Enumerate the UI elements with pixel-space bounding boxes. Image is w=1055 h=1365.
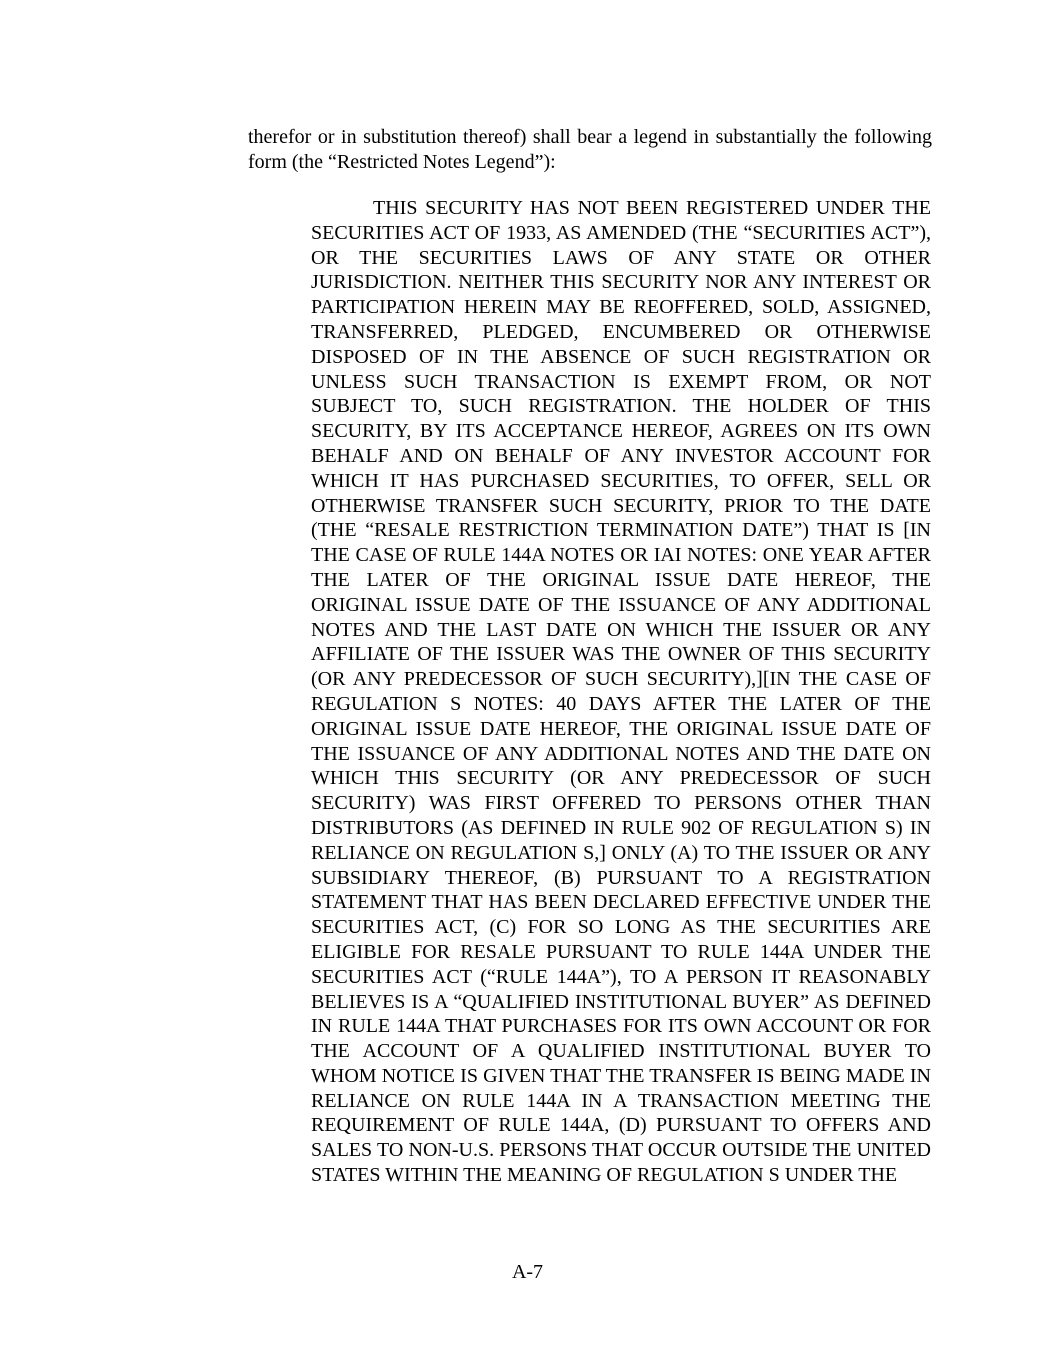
page-number: A-7 <box>511 1261 544 1283</box>
intro-paragraph: therefor or in substitution thereof) shall bear a legend in substantially the following form (the “Restricted Notes Legend”): <box>248 126 932 173</box>
restricted-notes-legend: THIS SECURITY HAS NOT BEEN REGISTERED UNDER THE SECURITIES ACT OF 1933, AS AMENDED (THE “SECURITIES ACT”), OR THE SECURITIES LAWS OF ANY STATE OR OTHER JURISDICTION. NEITHER THIS SECURITY NOR ANY INTEREST OR PARTICIPATION HEREIN MAY BE REOFFERED, SOLD, ASSIGNED, TRANSFERRED, PLEDGED, ENCUMBERED OR OTHERWISE DISPOSED OF IN THE ABSENCE OF SUCH REGISTRATION OR UNLESS SUCH TRANSACTION IS EXEMPT FROM, OR NOT SUBJECT TO, SUCH REGISTRATION. THE HOLDER OF THIS SECURITY, BY ITS ACCEPTANCE HEREOF, AGREES ON ITS OWN BEHALF AND ON BEHALF OF ANY INVESTOR ACCOUNT FOR WHICH IT HAS PURCHASED SECURITIES, TO OFFER, SELL OR OTHERWISE TRANSFER SUCH SECURITY, PRIOR TO THE DATE (THE “RESALE RESTRICTION TERMINATION DATE”) THAT IS [IN THE CASE OF RULE 144A NOTES OR IAI NOTES: ONE YEAR AFTER THE LATER OF THE ORIGINAL ISSUE DATE HEREOF, THE ORIGINAL ISSUE DATE OF THE ISSUANCE OF ANY ADDITIONAL NOTES AND THE LAST DATE ON WHICH THE ISSUER OR ANY AFFILIATE OF THE ISSUER WAS THE OWNER OF THIS SECURITY (OR ANY PREDECESSOR OF SUCH SECURITY),][IN THE CASE OF REGULATION S NOTES: 40 DAYS AFTER THE LATER OF THE ORIGINAL ISSUE DATE HEREOF, THE ORIGINAL ISSUE DATE OF THE ISSUANCE OF ANY ADDITIONAL NOTES AND THE DATE ON WHICH THIS SECURITY (OR ANY PREDECESSOR OF SUCH SECURITY) WAS FIRST OFFERED TO PERSONS OTHER THAN DISTRIBUTORS (AS DEFINED IN RULE 902 OF REGULATION S) IN RELIANCE ON REGULATION S,] ONLY (A) TO THE ISSUER OR ANY SUBSIDIARY THEREOF, (B) PURSUANT TO A REGISTRATION STATEMENT THAT HAS BEEN DECLARED EFFECTIVE UNDER THE SECURITIES ACT, (C) FOR SO LONG AS THE SECURITIES ARE ELIGIBLE FOR RESALE PURSUANT TO RULE 144A UNDER THE SECURITIES ACT (“RULE 144A”), TO A PERSON IT REASONABLY BELIEVES IS A “QUALIFIED INSTITUTIONAL BUYER” AS DEFINED IN RULE 144A THAT PURCHASES FOR ITS OWN ACCOUNT OR FOR THE ACCOUNT OF A QUALIFIED INSTITUTIONAL BUYER TO WHOM NOTICE IS GIVEN THAT THE TRANSFER IS BEING MADE IN RELIANCE ON RULE 144A IN A TRANSACTION MEETING THE REQUIREMENT OF RULE 144A, (D) PURSUANT TO OFFERS AND SALES TO NON-U.S. PERSONS THAT OCCUR OUTSIDE THE UNITED STATES WITHIN THE MEANING OF REGULATION S UNDER THE <box>311 197 931 1187</box>
